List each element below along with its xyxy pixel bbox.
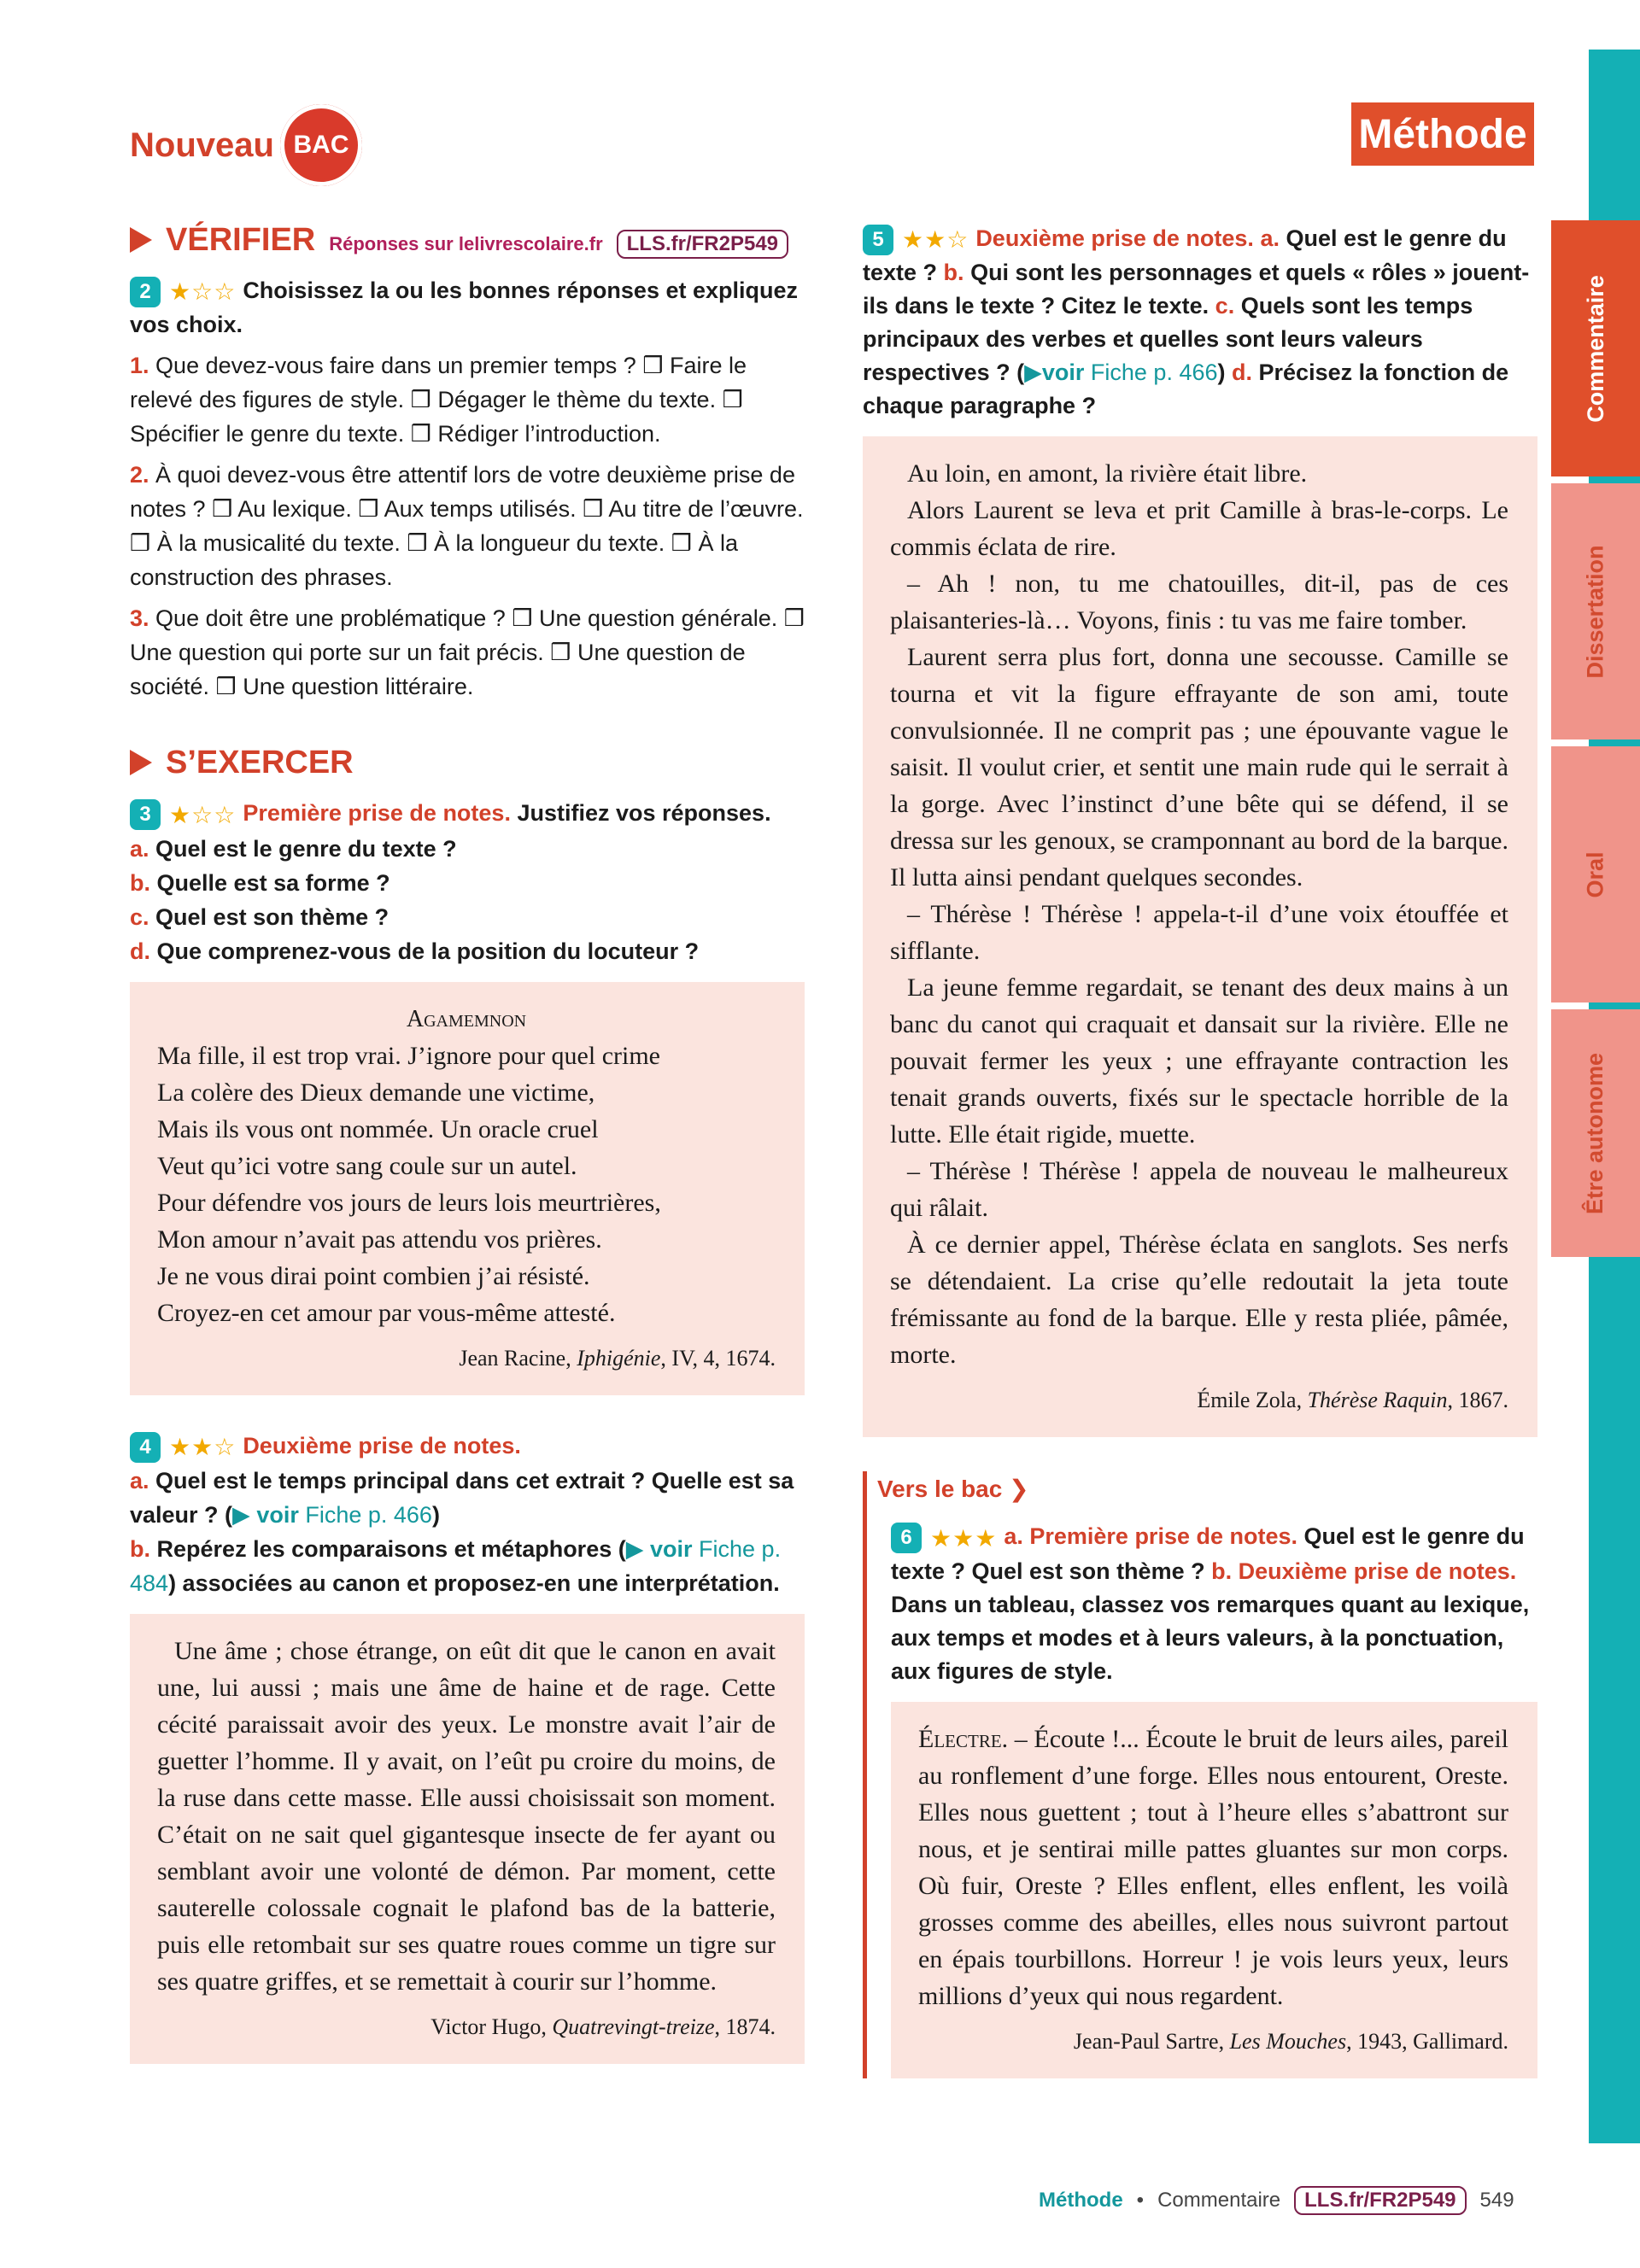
racine-excerpt: Agamemnon Ma fille, il est trop vrai. J’ignore pour quel crime La colère des Dieux demande une victime, Mais ils vous ont nommée. Un oracle cruel Veut qu’ici votre sang coule sur un autel. Pour défendre vos jours de leurs lois meurtrières, Mon amour n’avait pas attendu vos prières. Je ne vous dirai point combien j’ai résisté. Croyez-en cet amour par vous-même attesté. Jean Racine, Iphigénie, IV, 4, 1674. xyxy=(130,982,805,1395)
difficulty-stars-icon: ★★★ xyxy=(930,1524,998,1552)
tab-commentaire[interactable]: Commentaire xyxy=(1551,220,1640,476)
speaker-name: Électre. xyxy=(918,1724,1009,1753)
source: Jean-Paul Sartre, Les Mouches, 1943, Gallimard. xyxy=(1073,2028,1508,2054)
source: Émile Zola, Thérèse Raquin, 1867. xyxy=(1197,1388,1508,1413)
lls-link[interactable]: LLS.fr/FR2P549 xyxy=(617,230,788,259)
exercise-6: 6 ★★★ a. Première prise de notes. Quel est le genre du texte ? Quel est son thème ? b. Deuxième prise de notes. Dans un tableau, classez vos remarques quant au lexique, aux temps et modes et à leurs valeurs, à la ponctuation, aux figures de style. Électre. – Écoute !... Écoute le bruit de leurs ailes, pareil au ronflement d’une forge. Elles nous entourent, Oreste. Elles nous guettent ; tout à l’heure elles s’abattront sur nous, et je sentirai mille pattes gluantes sur mon corps. Où fuir, Oreste ? Elles enflent, elles enflent, les voilà grosses comme des abeilles, elles nous suivront partout en épais tourbillons. Horreur ! je vois leurs yeux, leurs millions d’yeux qui nous regardent. Jean-Paul Sartre, Les Mouches, 1943, Gallimard. xyxy=(863,1503,1538,2078)
exercise-number: 2 xyxy=(130,277,161,307)
difficulty-stars-icon: ★★☆ xyxy=(169,1434,237,1461)
chevron-right-icon: ❯ xyxy=(1009,1476,1029,1503)
speaker-name: Agamemnon xyxy=(406,1005,527,1032)
difficulty-stars-icon: ★☆☆ xyxy=(169,801,237,828)
question-1: 1. Que devez-vous faire dans un premier temps ? ❒ Faire le relevé des figures de style. ❒ Dégager le thème du texte. ❒ Spécifier le genre du texte. ❒ Rédiger l’introduction. xyxy=(130,353,747,447)
difficulty-stars-icon: ★★☆ xyxy=(902,226,969,254)
sartre-excerpt: Électre. – Écoute !... Écoute le bruit de leurs ailes, pareil au ronflement d’une forge. Elles nous entourent, Oreste. Elles nous guettent ; tout à l’heure elles s’abattront sur nous, et je sentirai mille pattes gluantes sur mon corps. Où fuir, Oreste ? Elles enflent, elles enflent, les voilà grosses comme des abeilles, elles nous suivront partout en épais tourbillons. Horreur ! je vois leurs yeux, leurs millions d’yeux qui nous regardent. Jean-Paul Sartre, Les Mouches, 1943, Gallimard. xyxy=(891,1702,1538,2078)
right-column xyxy=(863,222,1538,2078)
page-number: 549 xyxy=(1479,2189,1514,2212)
exercise-number: 3 xyxy=(130,799,161,830)
methode-banner: Méthode xyxy=(1351,102,1534,166)
fiche-link[interactable]: Fiche p. 466 xyxy=(305,1502,432,1529)
exercise-2: 2 ★☆☆ Choisissez la ou les bonnes réponses et expliquez vos choix. 1. Que devez-vous faire dans un premier temps ? ❒ Faire le relevé des figures de style. ❒ Dégager le thème du texte. ❒ Spécifier le genre du texte. ❒ Rédiger l’introduction. 2. À quoi devez-vous être attentif lors de votre deuxième prise de notes ? ❒ Au lexique. ❒ Aux temps utilisés. ❒ Au titre de l’œuvre. ❒ À la musicalité du texte. ❒ À la longueur du texte. ❒ À la construction des phrases. 3. Que doit être une problématique ? ❒ Une question générale. ❒ Une question qui porte sur un fait précis. ❒ Une question de société. ❒ Une question littéraire. xyxy=(130,274,805,704)
question-2: 2. À quoi devez-vous être attentif lors de votre deuxième prise de notes ? ❒ Au lexique. ❒ Aux temps utilisés. ❒ Au titre de l’œuvre. ❒ À la musicalité du texte. ❒ À la longueur du texte. ❒ À la construction des phrases. xyxy=(130,462,804,591)
page-footer: Méthode • Commentaire LLS.fr/FR2P549 549 xyxy=(1039,2186,1514,2215)
source: Victor Hugo, Quatrevingt-treize, 1874. xyxy=(430,2014,776,2040)
source: Jean Racine, Iphigénie, IV, 4, 1674. xyxy=(459,1345,776,1371)
hugo-excerpt: Une âme ; chose étrange, on eût dit que le canon en avait une, lui aussi ; mais une âme de haine et de rage. Cette cécité paraissait avoir des yeux. Le monstre avait l’air de guetter l’homme. Il y avait, on l’eût pu croire du moins, de la ruse dans cette masse. Elle aussi choisissait son moment. C’était on ne sait quel gigantesque insecte de fer ayant ou semblant avoir une volonté de démon. Par moment, cette sauterelle colossale cognait le plafond bas de la batterie, puis elle retombait sur ses quatre roues comme un tigre sur ses quatre griffes, et se remettait à courir sur l’homme. Victor Hugo, Quatrevingt-treize, 1874. xyxy=(130,1614,805,2064)
sexercer-heading: S’EXERCER xyxy=(130,745,805,781)
nouveau-label: Nouveau xyxy=(130,126,274,164)
triangle-icon xyxy=(130,227,152,253)
question-3: 3. Que doit être une problématique ? ❒ Une question générale. ❒ Une question qui porte sur un fait précis. ❒ Une question de société. ❒ Une question littéraire. xyxy=(130,605,805,700)
exercise-number: 4 xyxy=(130,1432,161,1463)
zola-excerpt: Au loin, en amont, la rivière était libre. Alors Laurent se leva et prit Camille à bras-le-corps. Le commis éclata de rire. – Ah ! non, tu me chatouilles, dit-il, pas de ces plaisanteries-là… Voyons, finis : tu vas me faire tomber. Laurent serra plus fort, donna une secousse. Camille se tourna et vit la figure effrayante de son ami, toute convulsionnée. Il ne comprit pas ; une épouvante vague le saisit. Il voulut crier, et sentit une main rude qui le serrait à la gorge. Avec l’instinct d’une bête qui se défend, il se dressa sur les genoux, se cramponnant au bord de la barque. Il lutta ainsi pendant quelques secondes. – Thérèse ! Thérèse ! appela-t-il d’une voix étouffée et sifflante. La jeune femme regardait, se tenant des deux mains à un banc du canot qui craquait et dansait sur la rivière. Elle ne pouvait fermer les yeux ; une effrayante contraction les tenait grands ouverts, fixés sur le spectacle horrible de la lutte. Elle était rigide, muette. – Thérèse ! Thérèse ! appela de nouveau le malheureux qui râlait. À ce dernier appel, Thérèse éclata en sanglots. Ses nerfs se détendaient. La crise qu’elle redoutait la jeta toute frémissante au fond de la barque. Elle y resta pliée, pâmée, morte. Émile Zola, Thérèse Raquin, 1867. xyxy=(863,436,1538,1437)
exercise-number: 6 xyxy=(891,1523,922,1553)
exercise-3: 3 ★☆☆ Première prise de notes. Justifiez vos réponses. a. Quel est le genre du texte ? b. Quelle est sa forme ? c. Quel est son thème ? d. Que comprenez-vous de la position du locuteur ? Agamemnon Ma fille, il est trop vrai. J’ignore pour quel crime La colère des Dieux demande une victime, Mais ils vous ont nommée. Un oracle cruel Veut qu’ici votre sang coule sur un autel. Pour défendre vos jours de leurs lois meurtrières, Mon amour n’avait pas attendu vos prières. Je ne vous dirai point combien j’ai résisté. Croyez-en cet amour par vous-même attesté. Jean Racine, Iphigénie, IV, 4, 1674. xyxy=(130,797,805,1394)
tab-etre-autonome[interactable]: Être autonome xyxy=(1551,1009,1640,1257)
tab-oral[interactable]: Oral xyxy=(1551,746,1640,1002)
vers-le-bac-label: Vers le bac ❯ xyxy=(863,1471,1040,1503)
verifier-heading: VÉRIFIER Réponses sur lelivrescolaire.fr LLS.fr/FR2P549 xyxy=(130,222,805,259)
fiche-link[interactable]: Fiche p. 484 xyxy=(130,1536,782,1597)
triangle-icon xyxy=(130,750,152,775)
left-column xyxy=(130,222,805,2064)
exercise-4: 4 ★★☆ Deuxième prise de notes. a. Quel est le temps principal dans cet extrait ? Quelle est sa valeur ? (▶ voir Fiche p. 466) b. Repérez les comparaisons et métaphores (▶ voir Fiche p. 484) associées au canon et proposez-en une interprétation. Une âme ; chose étrange, on eût dit que le canon en avait une, lui aussi ; mais une âme de haine et de rage. Cette cécité paraissait avoir des yeux. Le monstre avait l’air de guetter l’homme. Il y avait, on l’eût pu croire du moins, de la ruse dans cette masse. Elle aussi choisissait son moment. C’était on ne sait quel gigantesque insecte de fer ayant ou semblant avoir une volonté de démon. Par moment, cette sauterelle colossale cognait le plafond bas de la batterie, puis elle retombait sur ses quatre roues comme un tigre sur ses quatre griffes, et se remettait à courir sur l’homme. Victor Hugo, Quatrevingt-treize, 1874. xyxy=(130,1429,805,2064)
exercise-5: 5 ★★☆ Deuxième prise de notes. a. Quel est le genre du texte ? b. Qui sont les personnages et quels « rôles » jouent-ils dans le texte ? Citez le texte. c. Quels sont les temps principaux des verbes et quelles sont leurs valeurs respectives ? (▶voir Fiche p. 466) d. Précisez la fonction de chaque paragraphe ? Au loin, en amont, la rivière était libre. Alors Laurent se leva et prit Camille à bras-le-corps. Le commis éclata de rire. – Ah ! non, tu me chatouilles, dit-il, pas de ces plaisanteries-là… Voyons, finis : tu vas me faire tomber. Laurent serra plus fort, donna une secousse. Camille se tourna et vit la figure effrayante de son ami, toute convulsionnée. Il ne comprit pas ; une épouvante vague le saisit. Il voulut crier, et sentit une main rude qui le serrait à la gorge. Avec l’instinct d’une bête qui se défend, il se dressa sur les genoux, se cramponnant au bord de la barque. Il lutta ainsi pendant quelques secondes. – Thérèse ! Thérèse ! appela-t-il d’une voix étouffée et sifflante. La jeune femme regardait, se tenant des deux mains à un banc du canot qui craquait et dansait sur la rivière. Elle ne pouvait fermer les yeux ; une effrayante contraction les tenait grands ouverts, fixés sur le spectacle horrible de la lutte. Elle était rigide, muette. – Thérèse ! Thérèse ! appela de nouveau le malheureux qui râlait. À ce dernier appel, Thérèse éclata en sanglots. Ses nerfs se détendaient. La crise qu’elle redoutait la jeta toute frémissante au fond de la barque. Elle y resta pliée, pâmée, morte. Émile Zola, Thérèse Raquin, 1867. xyxy=(863,222,1538,1437)
tab-dissertation[interactable]: Dissertation xyxy=(1551,483,1640,739)
exercise-number: 5 xyxy=(863,225,893,255)
difficulty-stars-icon: ★☆☆ xyxy=(169,278,237,306)
fiche-link[interactable]: Fiche p. 466 xyxy=(1090,359,1218,386)
lls-link[interactable]: LLS.fr/FR2P549 xyxy=(1294,2186,1466,2215)
bac-badge: BAC xyxy=(280,104,362,186)
